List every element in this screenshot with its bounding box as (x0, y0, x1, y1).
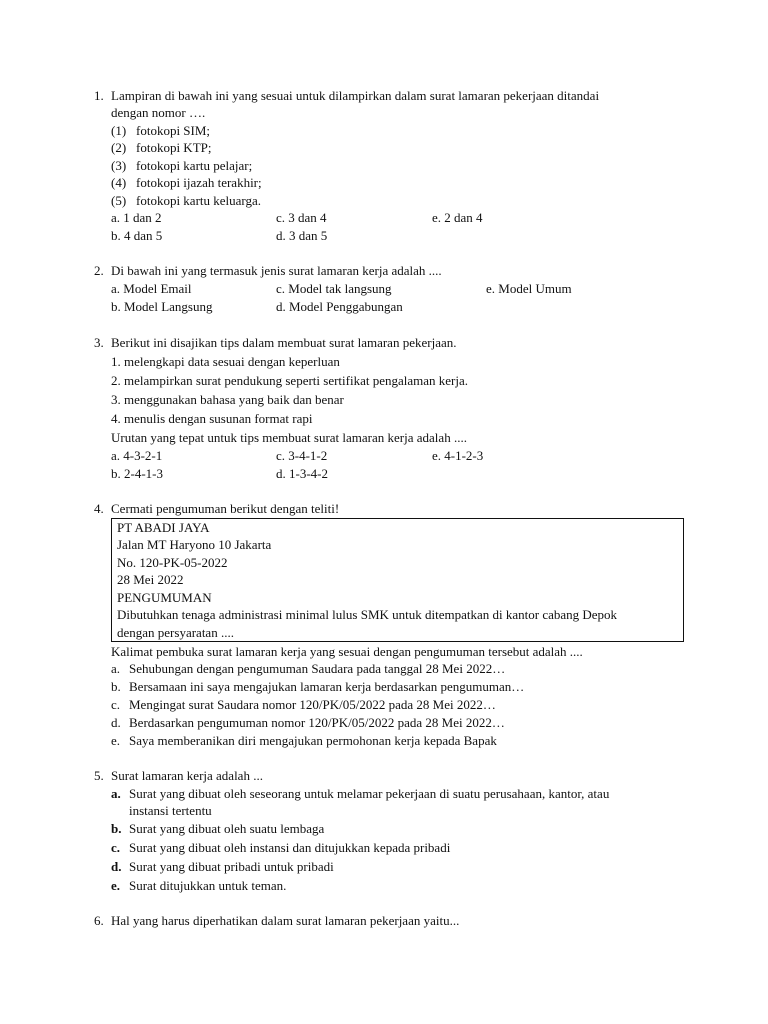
q4-option-letter: e. (111, 733, 121, 748)
q4-option-c: Mengingat surat Saudara nomor 120/PK/05/2022 pada 28 Mei 2022… (129, 697, 496, 712)
announcement-number: No. 120-PK-05-2022 (117, 555, 228, 570)
q3-stem: Berikut ini disajikan tips dalam membuat surat lamaran pekerjaan. (111, 335, 457, 350)
q1-item-number: (5) (111, 193, 127, 208)
q5-option-a-cont: instansi tertentu (129, 803, 212, 818)
q1-item-text: fotokopi SIM; (136, 123, 211, 138)
q3-question: Urutan yang tepat untuk tips membuat surat lamaran kerja adalah .... (111, 430, 467, 445)
q2-option-d: d. Model Penggabungan (276, 299, 403, 314)
announcement-address: Jalan MT Haryono 10 Jakarta (117, 537, 272, 552)
q4-number: 4. (94, 501, 104, 516)
q4-question: Kalimat pembuka surat lamaran kerja yang sesuai dengan pengumuman tersebut adalah .... (111, 644, 583, 659)
q1-option-b: b. 4 dan 5 (111, 228, 163, 243)
q4-option-b: Bersamaan ini saya mengajukan lamaran kerja berdasarkan pengumuman… (129, 679, 525, 694)
q1-option-e: e. 2 dan 4 (432, 210, 483, 225)
q1-item-text: fotokopi KTP; (136, 140, 212, 155)
q5-option-d: Surat yang dibuat pribadi untuk pribadi (129, 859, 334, 874)
q3-tip-item: 4. menulis dengan susunan format rapi (111, 411, 313, 426)
q3-option-a: a. 4-3-2-1 (111, 448, 163, 463)
q3-number: 3. (94, 335, 104, 350)
q1-option-c: c. 3 dan 4 (276, 210, 327, 225)
q6-stem: Hal yang harus diperhatikan dalam surat lamaran pekerjaan yaitu... (111, 913, 460, 928)
q5-option-letter: a. (111, 786, 121, 801)
q1-item-text: fotokopi ijazah terakhir; (136, 175, 262, 190)
q5-option-letter: c. (111, 840, 121, 855)
q1-item-text: fotokopi kartu keluarga. (136, 193, 262, 208)
q4-option-letter: c. (111, 697, 121, 712)
q2-option-a: a. Model Email (111, 281, 192, 296)
q3-tip-item: 1. melengkapi data sesuai dengan keperluan (111, 354, 340, 369)
q1-item-text: fotokopi kartu pelajar; (136, 158, 253, 173)
q5-stem: Surat lamaran kerja adalah ... (111, 768, 263, 783)
announcement-body: dengan persyaratan .... (117, 625, 234, 640)
announcement-date: 28 Mei 2022 (117, 572, 184, 587)
q4-stem: Cermati pengumuman berikut dengan teliti! (111, 501, 340, 516)
q4-option-a: Sehubungan dengan pengumuman Saudara pada tanggal 28 Mei 2022… (129, 661, 506, 676)
q3-option-b: b. 2-4-1-3 (111, 466, 163, 481)
q1-item-number: (3) (111, 158, 127, 173)
q2-option-c: c. Model tak langsung (276, 281, 392, 296)
q5-option-e: Surat ditujukkan untuk teman. (129, 878, 287, 893)
q3-option-e: e. 4-1-2-3 (432, 448, 484, 463)
q1-number: 1. (94, 88, 104, 103)
q2-number: 2. (94, 263, 104, 278)
q5-option-b: Surat yang dibuat oleh suatu lembaga (129, 821, 325, 836)
q1-item-number: (4) (111, 175, 127, 190)
q3-tip-item: 2. melampirkan surat pendukung seperti sertifikat pengalaman kerja. (111, 373, 469, 388)
q3-option-d: d. 1-3-4-2 (276, 466, 328, 481)
q1-item-number: (2) (111, 140, 127, 155)
q1-option-d: d. 3 dan 5 (276, 228, 328, 243)
announcement-heading: PENGUMUMAN (117, 590, 212, 605)
q2-stem: Di bawah ini yang termasuk jenis surat lamaran kerja adalah .... (111, 263, 442, 278)
q4-option-letter: a. (111, 661, 121, 676)
q1-item-number: (1) (111, 123, 127, 138)
q5-number: 5. (94, 768, 104, 783)
q3-option-c: c. 3-4-1-2 (276, 448, 328, 463)
q4-option-e: Saya memberanikan diri mengajukan permohonan kerja kepada Bapak (129, 733, 497, 748)
announcement-body: Dibutuhkan tenaga administrasi minimal lulus SMK untuk ditempatkan di kantor cabang Depok (117, 607, 618, 622)
announcement-company: PT ABADI JAYA (117, 520, 210, 535)
q5-option-a: Surat yang dibuat oleh seseorang untuk melamar pekerjaan di suatu perusahaan, kantor, atau (129, 786, 610, 801)
q1-option-a: a. 1 dan 2 (111, 210, 162, 225)
q2-option-b: b. Model Langsung (111, 299, 213, 314)
q2-option-e: e. Model Umum (486, 281, 572, 296)
q1-stem-line2: dengan nomor …. (111, 105, 206, 120)
q5-option-letter: e. (111, 878, 121, 893)
q3-tip-item: 3. menggunakan bahasa yang baik dan benar (111, 392, 344, 407)
q6-number: 6. (94, 913, 104, 928)
q5-option-c: Surat yang dibuat oleh instansi dan ditujukkan kepada pribadi (129, 840, 451, 855)
q5-option-letter: d. (111, 859, 122, 874)
q1-stem-line1: Lampiran di bawah ini yang sesuai untuk dilampirkan dalam surat lamaran pekerjaan ditandai (111, 88, 600, 103)
q5-option-letter: b. (111, 821, 122, 836)
q4-option-letter: d. (111, 715, 121, 730)
q4-option-letter: b. (111, 679, 121, 694)
q4-option-d: Berdasarkan pengumuman nomor 120/PK/05/2022 pada 28 Mei 2022… (129, 715, 505, 730)
